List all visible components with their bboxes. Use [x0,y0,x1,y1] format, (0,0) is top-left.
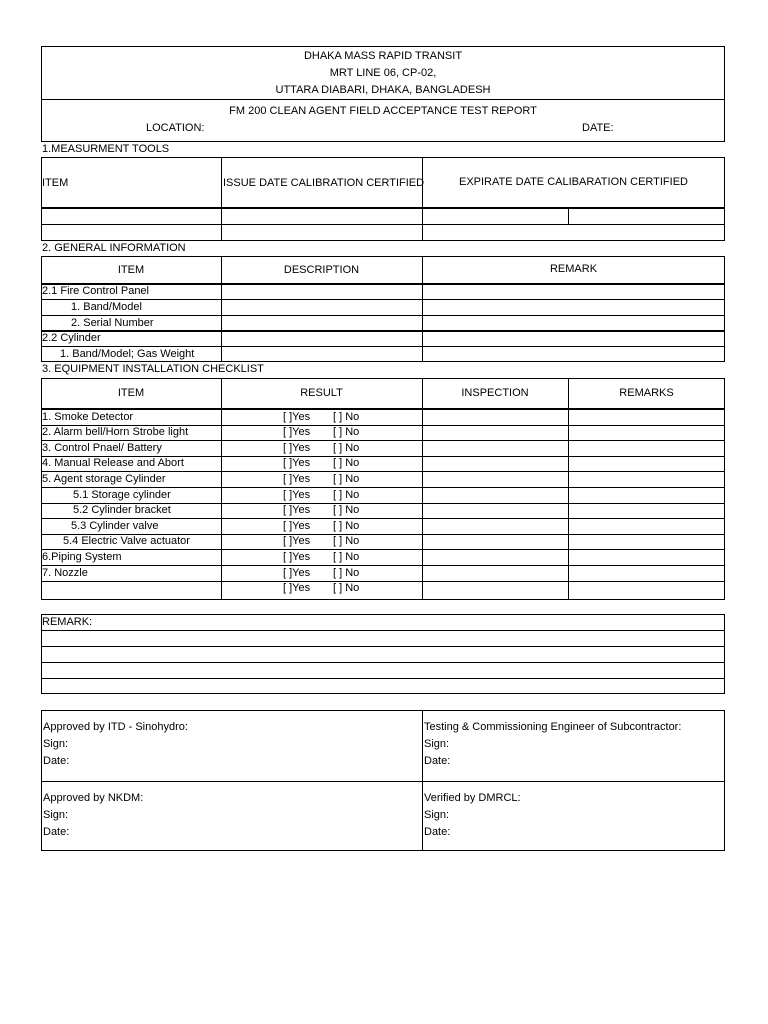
table-row: 5.3 Cylinder valve [71,519,159,532]
date-label: Date: [424,755,451,767]
section3-title: 3. EQUIPMENT INSTALLATION CHECKLIST [42,363,264,375]
yes-checkbox[interactable]: [ ]Yes [283,566,311,579]
col-item: ITEM [42,177,69,189]
approved-nkdm-label: Approved by NKDM: [43,792,144,804]
yes-checkbox[interactable]: [ ]Yes [283,550,311,563]
no-checkbox[interactable]: [ ] No [333,441,360,454]
section2-title: 2. GENERAL INFORMATION [42,242,186,254]
sign-label: Sign: [43,809,69,821]
yes-checkbox[interactable]: [ ]Yes [283,457,311,470]
verified-dmrcl-label: Verified by DMRCL: [424,792,521,804]
yes-checkbox[interactable]: [ ]Yes [283,426,311,439]
yes-checkbox[interactable]: [ ]Yes [283,504,311,517]
row-divider [41,549,725,550]
yes-checkbox[interactable]: [ ]Yes [283,582,311,595]
no-checkbox[interactable]: [ ] No [333,582,360,595]
col-remark: REMARK [549,263,598,275]
no-checkbox[interactable]: [ ] No [333,426,360,439]
yes-checkbox[interactable]: [ ]Yes [283,410,311,423]
col-remarks: REMARKS [619,387,674,399]
table-row: 1. Band/Model [71,301,142,313]
yes-checkbox[interactable]: [ ]Yes [283,472,311,485]
table-row: 2.1 Fire Control Panel [42,285,149,297]
report-title: FM 200 CLEAN AGENT FIELD ACCEPTANCE TEST REPORT [229,105,537,117]
no-checkbox[interactable]: [ ] No [333,519,360,532]
table-row: 5.1 Storage cylinder [73,488,171,501]
table-row: 2. Serial Number [71,317,154,329]
testing-engineer-label: Testing & Commissioning Engineer of Subcontractor: [424,721,682,733]
col-issue-date: ISSUE DATE CALIBRATION CERTIFIED [223,177,425,189]
no-checkbox[interactable]: [ ] No [333,504,360,517]
table-row: 1. Smoke Detector [42,410,134,423]
table-row: 7. Nozzle [42,566,88,579]
yes-checkbox[interactable]: [ ]Yes [283,535,311,548]
col-result: RESULT [300,387,343,399]
date-label: Date: [424,826,451,838]
table-row: 2.2 Cylinder [42,332,101,344]
yes-checkbox[interactable]: [ ]Yes [283,488,311,501]
section1-title: 1.MEASURMENT TOOLS [42,143,170,155]
row-divider [41,565,725,566]
table-row: 3. Control Pnael/ Battery [42,441,162,454]
row-divider [41,581,725,582]
project-line: MRT LINE 06, CP-02, [329,67,437,79]
org-name: DHAKA MASS RAPID TRANSIT [303,50,463,62]
remark-label: REMARK: [42,616,93,628]
yes-checkbox[interactable]: [ ]Yes [283,441,311,454]
table-row: 5.4 Electric Valve actuator [63,535,190,548]
no-checkbox[interactable]: [ ] No [333,550,360,563]
sign-label: Sign: [43,738,69,750]
table-row: 2. Alarm bell/Horn Strobe light [42,426,189,439]
table-row: 6.Piping System [42,550,122,563]
yes-checkbox[interactable]: [ ]Yes [283,519,311,532]
table-row: 4. Manual Release and Abort [42,457,184,470]
measurement-tools-table [41,157,725,241]
table-row: 5.2 Cylinder bracket [73,504,171,517]
col-inspection: INSPECTION [461,387,529,399]
table-row: 1. Band/Model; Gas Weight [60,348,195,360]
date-label: DATE: [582,122,614,134]
no-checkbox[interactable]: [ ] No [333,457,360,470]
col-expire-date: EXPIRATE DATE CALIBARATION CERTIFIED [458,176,688,188]
no-checkbox[interactable]: [ ] No [333,566,360,579]
sign-label: Sign: [424,809,450,821]
no-checkbox[interactable]: [ ] No [333,410,360,423]
remark-box [41,614,725,694]
col-item: ITEM [117,387,145,399]
no-checkbox[interactable]: [ ] No [333,472,360,485]
table-row: 5. Agent storage Cylinder [42,472,166,485]
no-checkbox[interactable]: [ ] No [333,535,360,548]
no-checkbox[interactable]: [ ] No [333,488,360,501]
col-description: DESCRIPTION [283,264,360,276]
sign-label: Sign: [424,738,450,750]
location-label: LOCATION: [146,122,205,134]
address-line: UTTARA DIABARI, DHAKA, BANGLADESH [275,84,491,96]
col-item: ITEM [117,264,145,276]
date-label: Date: [43,826,70,838]
header-divider [41,99,725,100]
approved-itd-label: Approved by ITD - Sinohydro: [43,721,188,733]
date-label: Date: [43,755,70,767]
row-divider [41,408,725,410]
